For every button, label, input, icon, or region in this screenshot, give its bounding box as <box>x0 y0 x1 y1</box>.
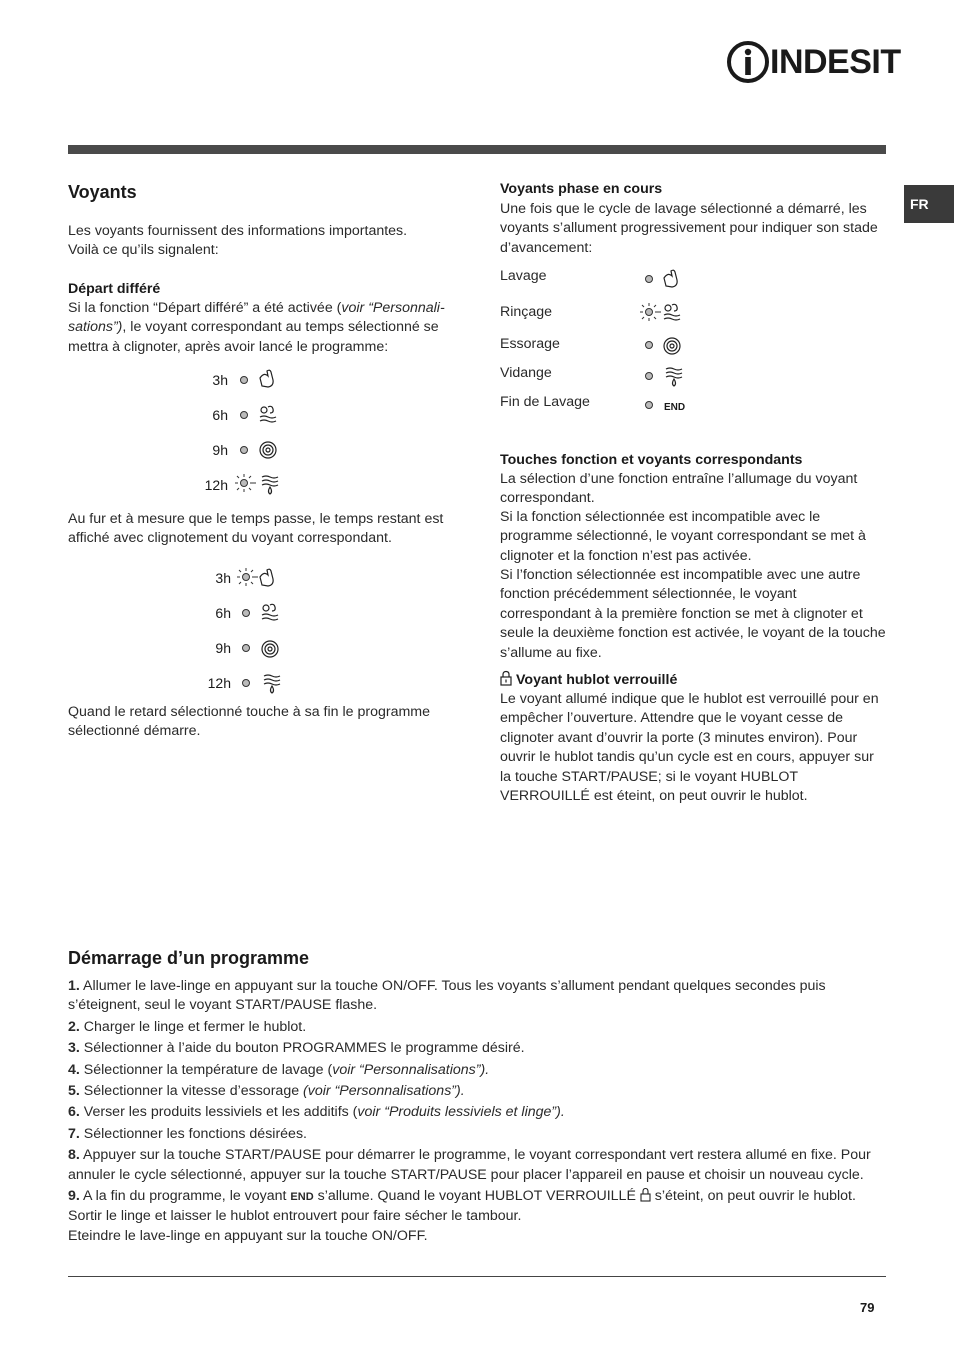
rinse-icon <box>662 302 682 322</box>
touches-paragraph-2: Si la fonction sélectionnée est incompatible avec le programme sélectionné, le voyant correspondant se met à clignoter et la fonction n’est pas activée. <box>500 509 866 564</box>
step-7: 7. Sélectionner les fonctions désirées. <box>68 1125 307 1142</box>
phase-label-fin: Fin de Lavage <box>500 394 590 410</box>
delay-label: 3h <box>215 570 231 586</box>
delay-paragraph: Si la fonction “Départ différé” a été activée (voir “Personnali-sations”), le voyant correspondant au temps sélectionné se mettra à clignoter, après avoir lancé le programme: <box>68 300 445 355</box>
wash-icon <box>258 368 276 388</box>
phase-paragraph: Une fois que le cycle de lavage sélectionné a démarré, les voyants s’allument progressivement pour indiquer son stade d’avancement: <box>500 201 878 256</box>
steps-list <box>68 977 886 1246</box>
touches-heading: Touches fonction et voyants correspondants <box>500 452 803 468</box>
indicator-led <box>645 275 653 283</box>
section-title-demarrage: Démarrage d’un programme <box>68 948 310 968</box>
delay-label: 6h <box>215 605 231 621</box>
blinking-led-icon <box>637 301 661 323</box>
delay-label: 12h <box>204 477 228 493</box>
after-paragraph: Au fur et à mesure que le temps passe, le temps restant est affiché avec clignotement du voyant correspondant. <box>68 511 444 547</box>
language-tab: FR <box>904 185 954 223</box>
indicator-led <box>242 609 250 617</box>
drain-icon <box>664 366 684 388</box>
phase-label-rincage: Rinçage <box>500 304 553 320</box>
wash-icon <box>662 268 680 288</box>
end-symbol: END <box>290 1191 314 1204</box>
step-2: 2. Charger le linge et fermer le hublot. <box>68 1018 307 1035</box>
delay-heading: Départ différé <box>68 281 161 297</box>
drain-icon <box>262 673 282 695</box>
step-4: 4. Sélectionner la température de lavage (voir “Personnalisations”). <box>68 1061 490 1078</box>
phase-label-lavage: Lavage <box>500 268 547 284</box>
indicator-led <box>645 341 653 349</box>
indicator-led <box>242 679 250 687</box>
touches-paragraph-3: Si l’fonction sélectionnée est incompatible avec une autre fonction précédemment sélectionnée, le voyant correspondant à la première fonction se met à clignoter et seule la deuxième fonction est activée, le voyant de la touche s’allume au fixe. <box>500 567 886 661</box>
spin-icon <box>260 639 280 659</box>
step-9: 9. A la fin du programme, le voyant END s’allume. Quand le voyant HUBLOT VERROUILLÉ s’éteint, on peut ouvrir le hublot. Sortir le linge et laisser le hublot entrouvert pour faire sécher le tambour. Eteindre le lave-linge en appuyant sur la touche ON/OFF. <box>68 1188 856 1244</box>
lock-icon <box>500 670 512 686</box>
rinse-icon <box>258 404 278 424</box>
end-paragraph: Quand le retard sélectionné touche à sa fin le programme sélectionné démarre. <box>68 704 430 740</box>
step-3: 3. Sélectionner à l’aide du bouton PROGRAMMES le programme désiré. <box>68 1040 525 1057</box>
wash-icon <box>258 567 276 587</box>
delay-label: 12h <box>207 675 231 691</box>
brand-name: INDESIT <box>770 43 901 81</box>
step-6: 6. Verser les produits lessiviels et les additifs (voir “Produits lessiviels et linge”). <box>68 1104 565 1121</box>
phase-heading: Voyants phase en cours <box>500 181 663 197</box>
step-5: 5. Sélectionner la vitesse d’essorage (voir “Personnalisations”). <box>68 1083 465 1100</box>
brand-logo-icon <box>726 40 770 84</box>
lock-icon <box>640 1187 651 1202</box>
header-rule <box>68 145 886 154</box>
section-title-voyants: Voyants <box>68 182 137 202</box>
phase-label-essorage: Essorage <box>500 336 560 352</box>
intro-line-1: Les voyants fournissent des informations importantes. <box>68 223 408 239</box>
indicator-led <box>645 372 653 380</box>
lock-paragraph: Le voyant allumé indique que le hublot est verrouillé pour en empêcher l’ouverture. Attendre que le voyant cesse de clignoter avant d’ouvrir la porte (3 minutes environ). Pour ouvrir le hublot tandis qu’un cycle est en cours, appuyer sur la touche START/PAUSE; si le voyant HUBLOT VERROUILLÉ est éteint, on peut ouvrir le hublot. <box>500 691 879 805</box>
indicator-led <box>240 446 248 454</box>
delay-label: 9h <box>212 442 228 458</box>
spin-icon <box>662 336 682 356</box>
blinking-led-icon <box>232 472 256 494</box>
indicator-led <box>645 401 653 409</box>
phase-label-vidange: Vidange <box>500 365 552 381</box>
indicator-led <box>240 376 248 384</box>
step-1: 1. Allumer le lave-linge en appuyant sur la touche ON/OFF. Tous les voyants s’allument pendant quelques secondes puis s’éteignent, seul le voyant START/PAUSE flashe. <box>68 978 826 1014</box>
indicator-led <box>240 411 248 419</box>
lock-heading: Voyant hublot verrouillé <box>516 672 678 688</box>
spin-icon <box>258 440 278 460</box>
step-8: 8. Appuyer sur la touche START/PAUSE pour démarrer le programme, le voyant correspondant vert restera allumé en fixe. Pour annuler le cycle sélectionné, appuyer sur la touche START/PAUSE pour placer l’appareil en pause et choisir un nouveau cycle. <box>68 1147 871 1183</box>
end-symbol: END <box>664 402 686 413</box>
drain-icon <box>260 474 280 496</box>
delay-label: 3h <box>212 372 228 388</box>
touches-paragraph-1: La sélection d’une fonction entraîne l’allumage du voyant correspondant. <box>500 471 858 507</box>
footer-rule <box>68 1276 886 1277</box>
indicator-led <box>242 644 250 652</box>
blinking-led-icon <box>234 566 258 588</box>
delay-label: 6h <box>212 407 228 423</box>
page-number: 79 <box>860 1300 875 1315</box>
intro-line-2: Voilà ce qu’ils signalent: <box>68 242 219 258</box>
delay-label: 9h <box>215 640 231 656</box>
rinse-icon <box>260 602 280 622</box>
